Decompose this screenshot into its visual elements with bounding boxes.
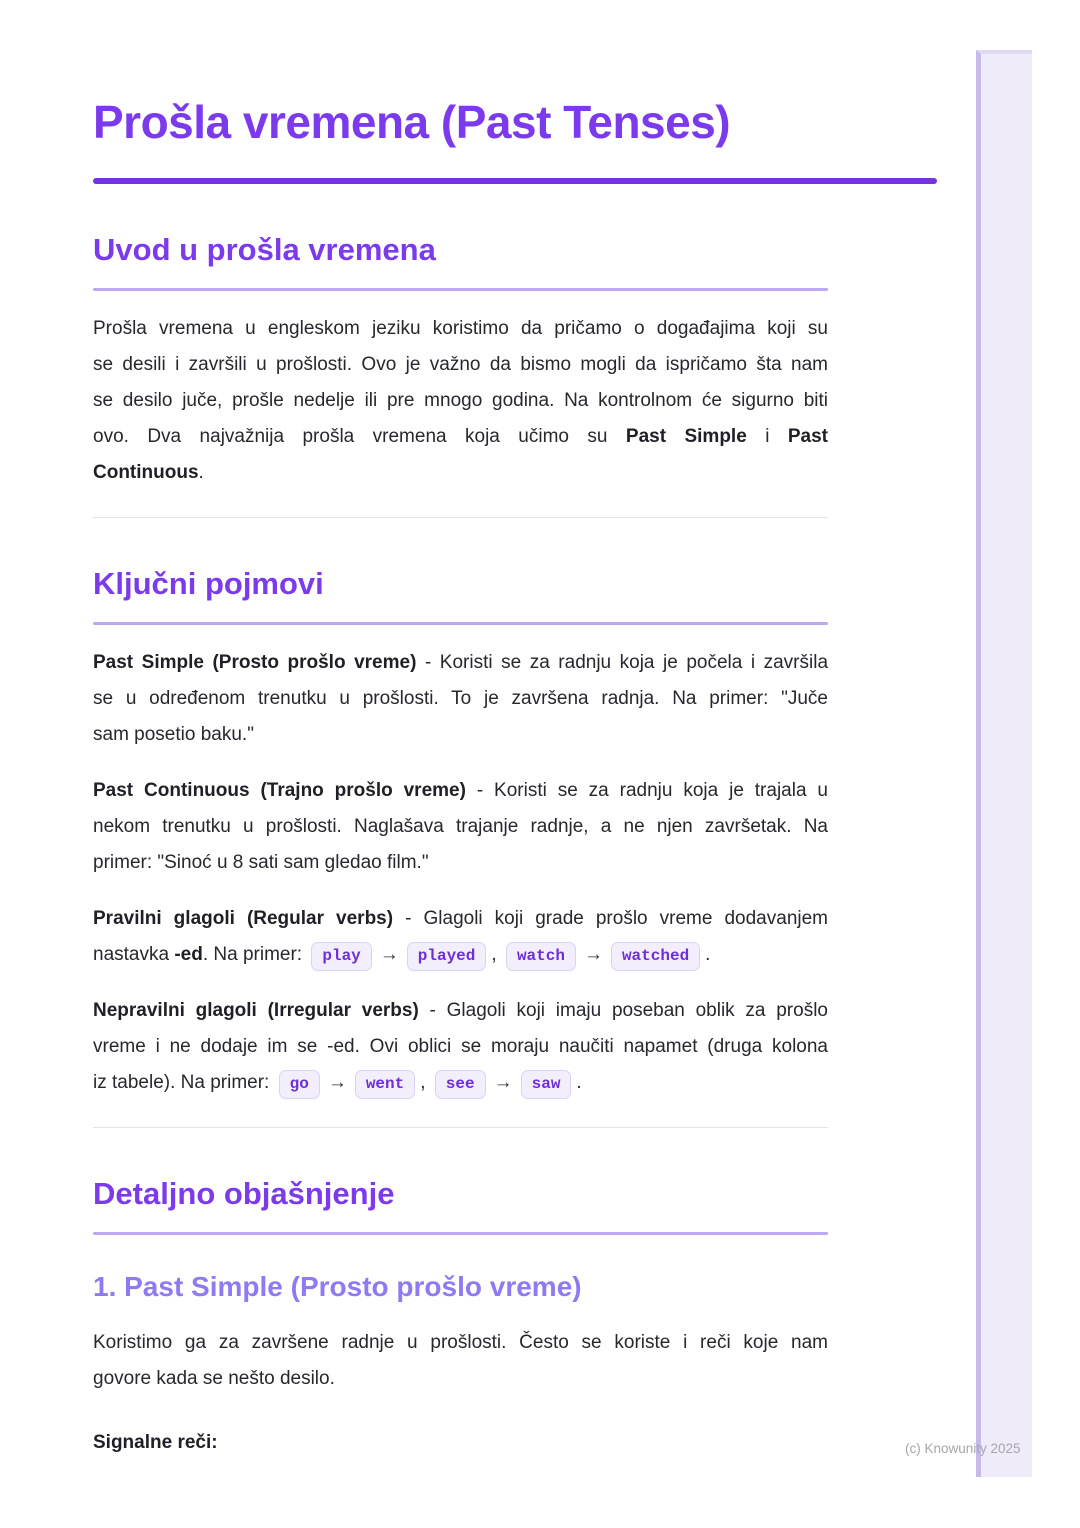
text-line: se desilo juče, prošle nedelje ili pre mnogo godina. Na kontrolnom će sigurno biti — [93, 390, 828, 411]
term-paragraph-past-simple — [93, 645, 828, 753]
punctuation: , — [420, 1072, 426, 1093]
text-line: se desili i završili u prošlosti. Ovo je važno da bismo mogli da ispričamo šta nam — [93, 354, 828, 375]
heading-underline — [93, 1232, 828, 1235]
text-line: govore kada se nešto desilo. — [93, 1368, 335, 1389]
section-divider — [93, 517, 828, 518]
verb-chip: played — [407, 942, 487, 971]
text-line: vreme i ne dodaje im se -ed. Ovi oblici se moraju naučiti napamet (druga kolona — [93, 1036, 828, 1057]
bold-text: -ed — [174, 944, 203, 965]
intro-paragraph — [93, 311, 828, 491]
text-line: Prošla vremena u engleskom jeziku koristimo da pričamo o događajima koji su — [93, 318, 828, 339]
section-heading-key-terms: Ključni pojmovi — [93, 566, 324, 601]
text-line: ovo. Dva najvažnija prošla vremena koja učimo su Past Simple i Past — [93, 426, 828, 447]
section-heading-detailed: Detaljno objašnjenje — [93, 1176, 395, 1211]
term-paragraph-past-continuous — [93, 773, 828, 881]
text-line: Past Simple (Prosto prošlo vreme) - Koristi se za radnju koja je počela i završila — [93, 652, 829, 673]
verb-chip: watch — [506, 942, 576, 971]
bold-text: Past Simple — [625, 426, 747, 447]
arrow-glyph: → — [379, 944, 399, 965]
term-paragraph-regular-verbs — [93, 901, 828, 973]
copyright-note: (c) Knowunity 2025 — [905, 1441, 1021, 1456]
punctuation: . — [576, 1072, 582, 1093]
term-lead: Nepravilni glagoli (Irregular verbs) — [93, 1000, 419, 1021]
text-line: se u određenom trenutku u prošlosti. To je završena radnja. Na primer: "Juče — [93, 688, 828, 709]
text-line: iz tabele). Na primer: go → went , see → saw . — [93, 1065, 828, 1101]
text-line: Continuous. — [93, 462, 204, 483]
verb-chip: watched — [611, 942, 700, 971]
section-heading-intro: Uvod u prošla vremena — [93, 232, 436, 267]
heading-underline — [93, 622, 828, 625]
verb-chip: go — [279, 1070, 320, 1099]
text-line: Nepravilni glagoli (Irregular verbs) - Glagoli koji imaju poseban oblik za prošlo — [93, 1000, 828, 1021]
term-lead: Pravilni glagoli (Regular verbs) — [93, 908, 394, 929]
body-paragraph — [93, 1325, 828, 1397]
term-paragraph-irregular-verbs — [93, 993, 828, 1101]
arrow-glyph: → — [493, 1072, 513, 1093]
punctuation: , — [491, 944, 497, 965]
content-column — [93, 0, 828, 1455]
page-title: Prošla vremena (Past Tenses) — [93, 96, 731, 148]
verb-chip: saw — [521, 1070, 572, 1099]
text-line: Past Continuous (Trajno prošlo vreme) - Koristi se za radnju koja je trajala u — [93, 780, 828, 801]
bold-text: Continuous — [93, 462, 199, 483]
verb-chip: see — [435, 1070, 486, 1099]
right-edge-strip — [976, 50, 1032, 1477]
text-line: primer: "Sinoć u 8 sati sam gledao film." — [93, 852, 429, 873]
text-line: Koristimo ga za završene radnje u prošlosti. Često se koriste i reči koje nam — [93, 1332, 828, 1353]
term-lead: Past Simple (Prosto prošlo vreme) — [93, 652, 417, 673]
title-rule — [93, 178, 937, 184]
arrow-glyph: → — [327, 1072, 347, 1093]
text-line: sam posetio baku." — [93, 724, 254, 745]
heading-underline — [93, 288, 828, 291]
text-line: Pravilni glagoli (Regular verbs) - Glagoli koji grade prošlo vreme dodavanjem — [93, 908, 828, 929]
section-divider — [93, 1127, 828, 1128]
text-line: nekom trenutku u prošlosti. Naglašava trajanje radnje, a ne njen završetak. Na — [93, 816, 828, 837]
arrow-glyph: → — [583, 944, 603, 965]
verb-chip: play — [311, 942, 371, 971]
signal-words-label: Signalne reči: — [93, 1432, 218, 1453]
term-lead: Past Continuous (Trajno prošlo vreme) — [93, 780, 466, 801]
verb-chip: went — [355, 1070, 415, 1099]
text-line: nastavka -ed. Na primer: play → played , watch → watched . — [93, 937, 828, 973]
subsection-heading-past-simple: 1. Past Simple (Prosto prošlo vreme) — [93, 1271, 582, 1302]
punctuation: . — [705, 944, 711, 965]
bold-text: Past — [787, 426, 828, 447]
